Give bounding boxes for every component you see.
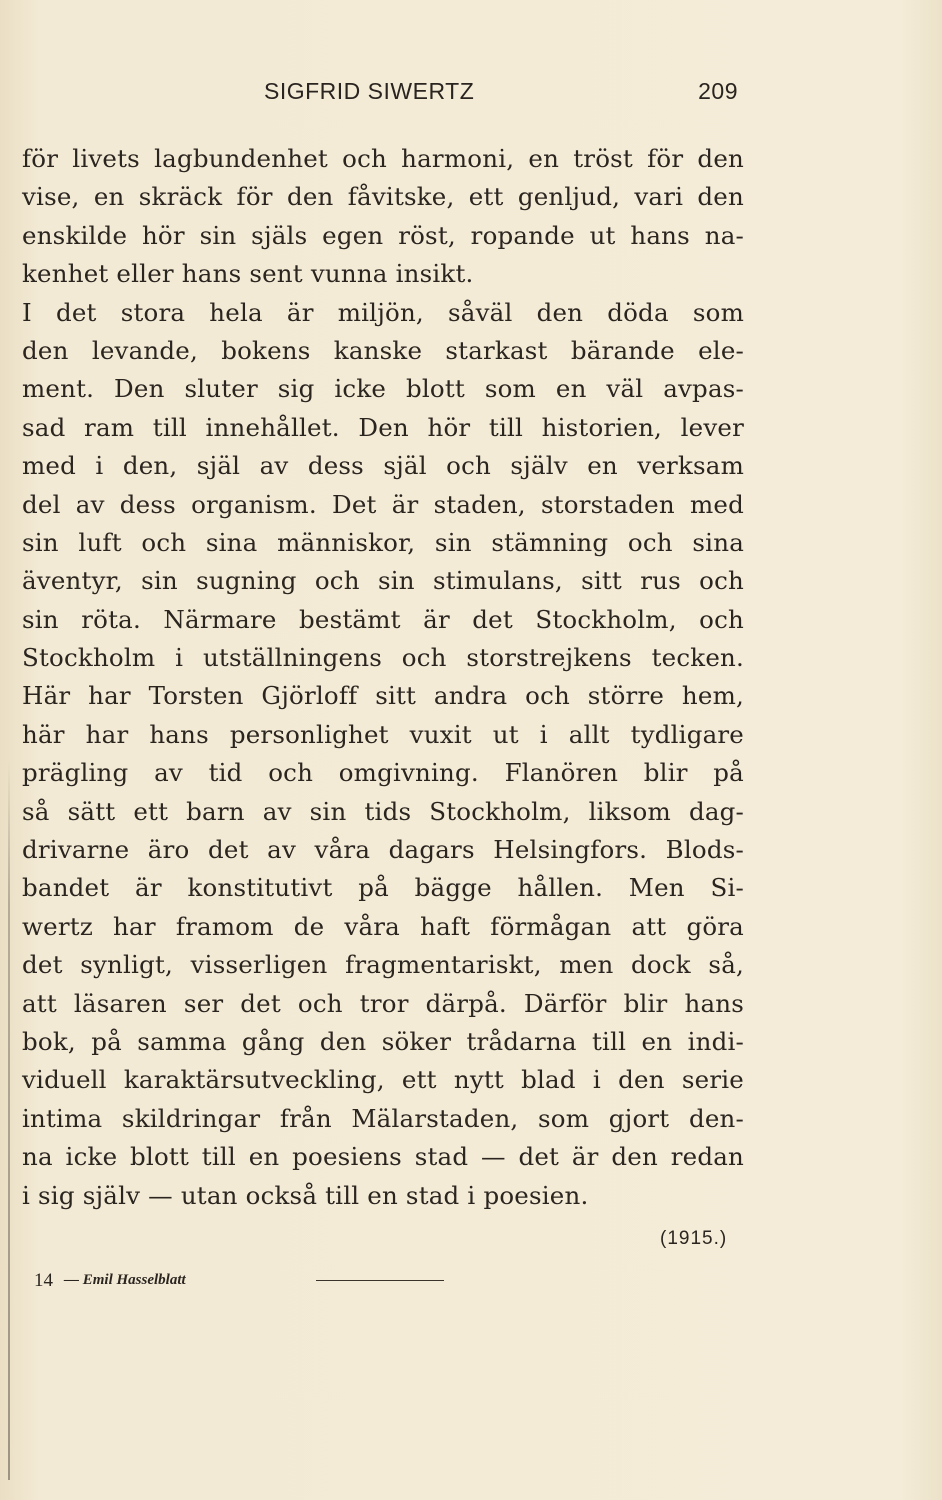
text-line: äventyr, sin sugning och sin stimulans, sitt rus och — [22, 566, 744, 596]
text-line: så sätt ett barn av sin tids Stockholm, liksom dag- — [22, 796, 744, 826]
text-line: med i den, själ av dess själ och själv en verksam — [22, 451, 744, 481]
text-line: del av dess organism. Det är staden, storstaden med — [22, 489, 744, 519]
text-line: sin röta. Närmare bestämt är det Stockholm, och — [22, 604, 744, 634]
text-line: enskilde hör sin själs egen röst, ropande ut hans na- — [22, 220, 744, 250]
running-title: SIGFRID SIWERTZ — [264, 78, 475, 104]
text-line: intima skildringar från Mälarstaden, som gjort den- — [22, 1103, 744, 1133]
text-line: bok, på samma gång den söker trådarna till en indi- — [22, 1026, 744, 1056]
text-line: ment. Den sluter sig icke blott som en väl avpas- — [22, 374, 744, 404]
binding-gutter-shadow — [8, 760, 10, 1480]
text-line: den levande, bokens kanske starkast bärande ele- — [22, 335, 744, 365]
signature-footer — [34, 1270, 454, 1294]
signature-number: 14 — [34, 1270, 53, 1291]
footer-rule — [316, 1280, 444, 1281]
publication-date: (1915.) — [660, 1228, 728, 1249]
text-line: wertz har framom de våra haft förmågan att göra — [22, 911, 744, 941]
text-line: na icke blott till en poesiens stad — det är den redan — [22, 1142, 744, 1172]
text-line: för livets lagbundenhet och harmoni, en tröst för den — [22, 144, 744, 173]
text-line: prägling av tid och omgivning. Flanören blir på — [22, 758, 744, 788]
signature-author: — Emil Hasselblatt — [64, 1272, 186, 1288]
text-line: drivarne äro det av våra dagars Helsingfors. Blods- — [22, 835, 744, 865]
text-line: Stockholm i utställningens och storstrejkens tecken. — [22, 643, 744, 673]
text-line: att läsaren ser det och tror därpå. Därför blir hans — [22, 988, 744, 1018]
text-line: sin luft och sina människor, sin stämning och sina — [22, 527, 744, 557]
text-line: i sig själv — utan också till en stad i poesien. — [22, 1180, 589, 1210]
text-line: här har hans personlighet vuxit ut i allt tydligare — [22, 719, 744, 749]
text-line: kenhet eller hans sent vunna insikt. — [22, 259, 474, 289]
text-line: viduell karaktärsutveckling, ett nytt blad i den serie — [22, 1065, 744, 1095]
running-header — [264, 78, 740, 108]
body-text — [22, 140, 744, 1215]
text-line: vise, en skräck för den fåvitske, ett genljud, vari den — [22, 182, 744, 212]
text-line: Här har Torsten Gjörloff sitt andra och större hem, — [22, 681, 744, 711]
text-line: sad ram till innehållet. Den hör till historien, lever — [22, 412, 744, 442]
text-line: bandet är konstitutivt på bägge hållen. Men Si- — [22, 873, 744, 903]
text-line: I det stora hela är miljön, såväl den döda som — [22, 297, 744, 327]
text-line: det synligt, visserligen fragmentariskt, men dock så, — [22, 950, 744, 980]
page-number: 209 — [698, 78, 738, 104]
